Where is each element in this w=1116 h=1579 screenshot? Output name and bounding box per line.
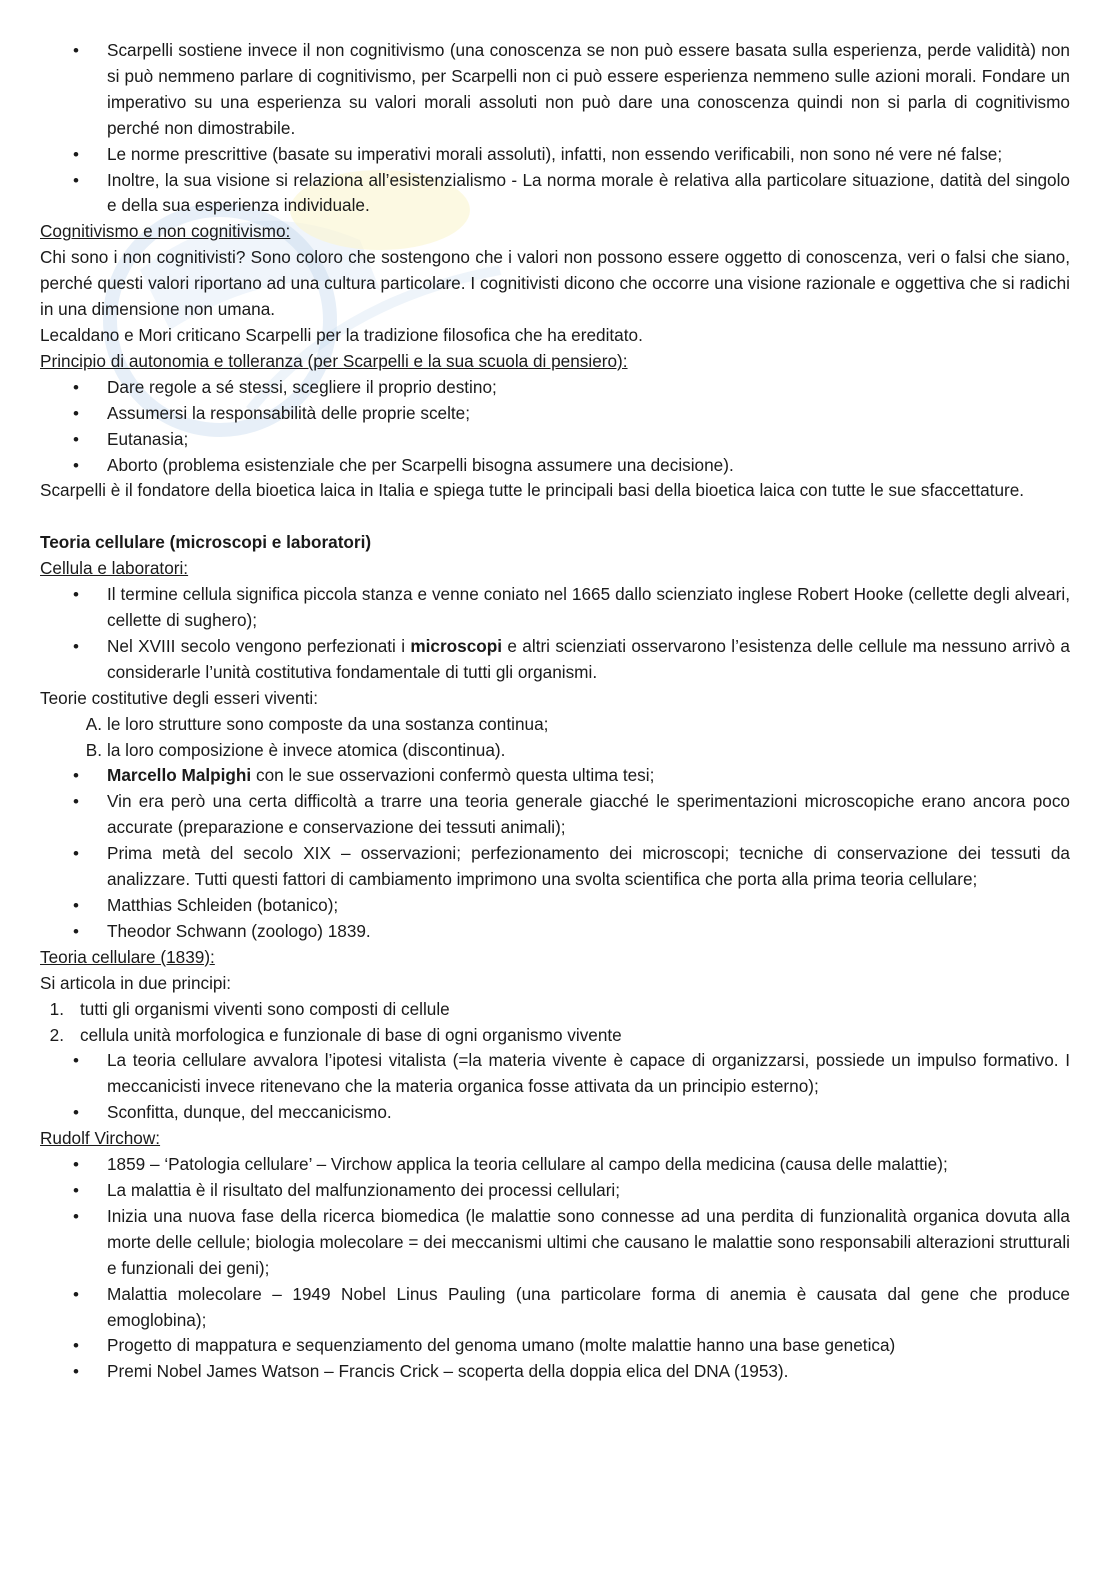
vitalismo-bullet-list (40, 1048, 1070, 1126)
principi-intro: Si articola in due principi: (40, 972, 232, 993)
section-spacer (40, 504, 1070, 530)
list-item: • La malattia è il risultato del malfunzionamento dei processi cellulari; (40, 1178, 1070, 1204)
list-item: • Aborto (problema esistenziale che per Scarpelli bisogna assumere una decisione). (40, 453, 1070, 479)
list-item: • Inizia una nuova fase della ricerca biomedica (le malattie sono connesse ad una perdita di funzionalità organica dovuta alla morte delle cellule; biologia molecolare = dei meccanismi ultimi che causano le malattie sono responsabili alterazioni strutturali e funzionali dei geni); (40, 1204, 1070, 1282)
list-item (40, 1023, 1070, 1049)
teoria-cellulare-title: Teoria cellulare (microscopi e laboratori) (40, 532, 372, 553)
list-item: • Dare regole a sé stessi, scegliere il proprio destino; (40, 375, 1070, 401)
cognitivismo-paragraph: Chi sono i non cognitivisti? Sono coloro che sostengono che i valori non possono essere oggetto di conoscenza, veri o falsi che siano, perché questi valori riportano ad una cultura particolare. I cognitivisti dicono che occorre una visione razionale e oggettiva che si radichi in una dimensione non umana. (40, 247, 1070, 320)
bold-term: Marcello Malpighi (107, 765, 252, 786)
list-item: • Assumersi la responsabilità delle proprie scelte; (40, 401, 1070, 427)
list-marker: 1. (49, 998, 64, 1019)
list-item (40, 738, 1070, 764)
text-run: Nel XVIII secolo vengono perfezionati i (107, 635, 411, 656)
bold-term: microscopi (410, 635, 503, 656)
list-marker: 2. (49, 1024, 64, 1045)
text-run: e altri scienziati osservarono l’esistenza delle cellule ma nessuno arrivò a considerarle l’unità costitutiva fondamentale di tutti gli organismi. (107, 635, 1070, 682)
numbered-list (40, 997, 1070, 1049)
scarpelli-bullet-list (40, 38, 1070, 219)
list-item (40, 634, 1070, 686)
list-item: • La teoria cellulare avvalora l’ipotesi vitalista (=la materia vivente è capace di organizzarsi, possiede un impulso formativo. I meccanicisti invece ritenevano che la materia organica fosse attivata da un principio esterno); (40, 1048, 1070, 1100)
text-run: con le sue osservazioni confermò questa ultima tesi; (251, 765, 655, 786)
list-text: cellula unità morfologica e funzionale di base di ogni organismo vivente (80, 1024, 622, 1045)
list-text: le loro strutture sono composte da una sostanza continua; (107, 713, 549, 734)
list-text: la loro composizione è invece atomica (discontinua). (107, 739, 506, 760)
list-text: tutti gli organismi viventi sono composti di cellule (80, 998, 450, 1019)
autonomia-heading: Principio di autonomia e tolleranza (per Scarpelli e la sua scuola di pensiero): (40, 350, 628, 371)
list-item: • Sconfitta, dunque, del meccanicismo. (40, 1100, 1070, 1126)
list-item: • Malattia molecolare – 1949 Nobel Linus Pauling (una particolare forma di anemia è causata dal gene che produce emoglobina); (40, 1282, 1070, 1334)
lecaldano-paragraph: Lecaldano e Mori criticano Scarpelli per la tradizione filosofica che ha ereditato. (40, 324, 643, 345)
autonomia-bullet-list (40, 375, 1070, 479)
virchow-bullet-list (40, 1152, 1070, 1385)
virchow-heading: Rudolf Virchow: (40, 1128, 161, 1149)
list-item: • Il termine cellula significa piccola stanza e venne coniato nel 1665 dallo scienziato inglese Robert Hooke (cellette degli alveari, cellette di sughero); (40, 582, 1070, 634)
list-item: • Vin era però una certa difficoltà a trarre una teoria generale giacché le sperimentazioni microscopiche erano ancora poco accurate (preparazione e conservazione dei tessuti animali); (40, 789, 1070, 841)
list-marker: A. (85, 713, 102, 734)
bioetica-laica-paragraph: Scarpelli è il fondatore della bioetica laica in Italia e spiega tutte le principali basi della bioetica laica con tutte le sue sfaccettature. (40, 480, 1025, 501)
cellula-bullet-list (40, 582, 1070, 686)
list-item: • Premi Nobel James Watson – Francis Crick – scoperta della doppia elica del DNA (1953). (40, 1359, 1070, 1385)
list-item: • Matthias Schleiden (botanico); (40, 893, 1070, 919)
cellula-heading: Cellula e laboratori: (40, 558, 189, 579)
lettered-list (40, 712, 1070, 764)
list-item: • Progetto di mappatura e sequenziamento del genoma umano (molte malattie hanno una base genetica) (40, 1333, 1070, 1359)
cognitivismo-heading: Cognitivismo e non cognitivismo: (40, 221, 291, 242)
list-item (40, 763, 1070, 789)
list-item: • Le norme prescrittive (basate su imperativi morali assoluti), infatti, non essendo verificabili, non sono né vere né false; (40, 142, 1070, 168)
list-item: • Prima metà del secolo XIX – osservazioni; perfezionamento dei microscopi; tecniche di conservazione dei tessuti da analizzare. Tutti questi fattori di cambiamento imprimono una svolta scientifica che porta alla prima teoria cellulare; (40, 841, 1070, 893)
list-item (40, 997, 1070, 1023)
list-item: • Scarpelli sostiene invece il non cognitivismo (una conoscenza se non può essere basata sulla esperienza, perde validità) non si può nemmeno parlare di cognitivismo, per Scarpelli non ci può essere esperienza nemmeno sulle azioni morali. Fondare un imperativo su una esperienza su valori morali assoluti non può dare una conoscenza quindi non si parla di cognitivismo perché non dimostrabile. (40, 38, 1070, 142)
list-item (40, 712, 1070, 738)
list-item: • Inoltre, la sua visione si relaziona all’esistenzialismo - La norma morale è relativa alla particolare situazione, datità del singolo e della sua esperienza individuale. (40, 168, 1070, 220)
teoria-1839-heading: Teoria cellulare (1839): (40, 946, 215, 967)
list-marker: B. (85, 739, 102, 760)
costitutive-heading: Teorie costitutive degli esseri viventi: (40, 687, 318, 708)
list-item: • Eutanasia; (40, 427, 1070, 453)
list-item: • 1859 – ‘Patologia cellulare’ – Virchow applica la teoria cellulare al campo della medicina (causa delle malattie); (40, 1152, 1070, 1178)
costitutive-bullet-list (40, 763, 1070, 944)
document-page (40, 38, 1070, 1385)
list-item: • Theodor Schwann (zoologo) 1839. (40, 919, 1070, 945)
